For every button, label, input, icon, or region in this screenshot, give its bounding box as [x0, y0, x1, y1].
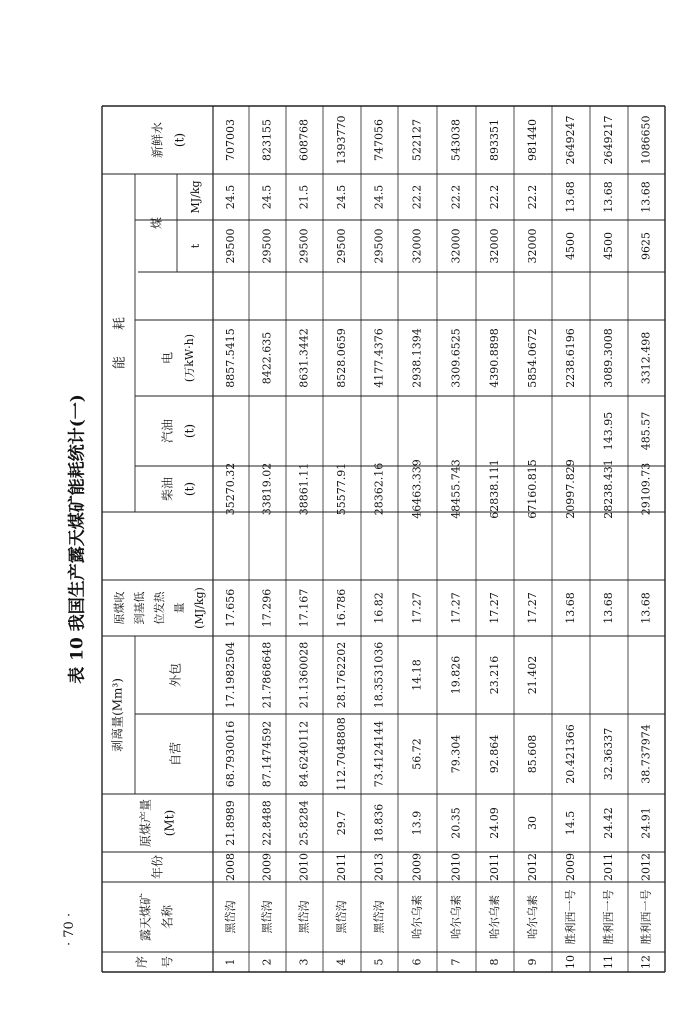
header-name: 名称 [160, 904, 175, 930]
table-cell: 46463.339 [410, 459, 424, 519]
table-cell: 87.1474592 [260, 720, 274, 788]
table-cell: 608768 [297, 119, 311, 161]
table-cell: 143.95 [602, 411, 615, 451]
table-cell: 黑岱沟 [372, 900, 386, 934]
table-cell: 16.82 [372, 592, 386, 624]
table-cell: 32000 [488, 228, 501, 264]
table-cell: 28238.431 [602, 459, 615, 519]
table-cell: 13.68 [602, 592, 615, 624]
table-cell: 胜利西一号 [602, 889, 615, 945]
table-cell: 32.36337 [602, 727, 615, 781]
table-cell: 85.608 [526, 734, 539, 774]
table-cell: 哈尔乌素 [526, 895, 539, 939]
table-cell: 2011 [335, 853, 348, 881]
table-cell: 2011 [602, 853, 615, 881]
table-cell: 35270.32 [224, 462, 237, 516]
table-cell: 11 [602, 955, 615, 969]
table-cell: 黑岱沟 [224, 900, 237, 934]
table-cell: 112.7048808 [335, 717, 348, 791]
table-cell: 胜利西一号 [564, 889, 577, 945]
table-cell: 33819.02 [260, 462, 274, 516]
table-cell: 21.402 [526, 655, 539, 695]
table-cell: 543038 [449, 119, 463, 161]
table-cell: 24.5 [372, 184, 386, 210]
table-cell: 67160.815 [526, 459, 539, 519]
table-cell: 485.57 [639, 411, 653, 451]
table-cell: 20997.829 [564, 459, 577, 519]
header-gasoline-unit: (t) [182, 423, 197, 439]
table-cell: 8857.5415 [224, 328, 237, 388]
page-number: · 70 · [62, 912, 77, 946]
table-cell: 17.167 [297, 588, 311, 628]
table-cell: 4500 [602, 232, 615, 260]
table-cell: 29.7 [335, 810, 348, 836]
table-cell: 24.42 [602, 807, 615, 839]
header-strip-self: 自营 [168, 741, 183, 767]
header-calorific: 原煤收 [113, 591, 126, 625]
table-cell: 13.68 [639, 181, 653, 213]
table-cell: 21.7868648 [260, 641, 274, 709]
header-no: 号 [160, 955, 175, 969]
table-cell: 79.304 [449, 734, 463, 774]
table-cell: 2008 [224, 853, 237, 881]
table-cell: 8528.0659 [335, 328, 348, 388]
table-cell: 4500 [564, 232, 577, 260]
table-cell: 2649247 [564, 115, 577, 165]
table-cell: 28.1762202 [335, 641, 348, 709]
header-year: 年份 [150, 854, 165, 880]
table-cell: 2013 [372, 853, 386, 881]
table-cell: 21.5 [297, 184, 311, 210]
table-cell: 3312.498 [639, 331, 653, 385]
header-water-unit: (t) [172, 132, 187, 148]
table-cell: 14.18 [410, 659, 424, 691]
table-cell: 2009 [410, 853, 424, 881]
table-cell: 2238.6196 [564, 328, 577, 388]
header-coal: 煤 [149, 216, 164, 230]
table-cell: 29500 [335, 228, 348, 264]
table-cell: 30 [526, 816, 539, 830]
table-cell: 62838.111 [488, 459, 501, 519]
table-cell: 21.8989 [224, 800, 237, 846]
table-cell: 25.8284 [297, 800, 311, 846]
table-cell: 24.91 [639, 807, 653, 839]
table-cell: 747056 [372, 119, 386, 161]
header-elec: 电 [160, 351, 175, 365]
header-diesel-unit: (t) [182, 481, 197, 497]
table-cell: 24.5 [335, 184, 348, 210]
table-cell: 6 [410, 958, 424, 966]
table-cell: 38861.11 [297, 462, 311, 516]
table-cell: 3089.3008 [602, 328, 615, 388]
header-strip-out: 外包 [168, 662, 183, 688]
table-cell: 14.5 [564, 810, 577, 836]
table-cell: 18.836 [372, 803, 386, 843]
table-cell: 3309.6525 [449, 328, 463, 388]
header-calorific-unit: (MJ/kg) [193, 587, 206, 629]
header-elec-unit: (万kW·h) [183, 333, 196, 383]
header-calorific: 位发热 [153, 591, 166, 625]
table-cell: 55577.91 [335, 462, 348, 516]
table-cell: 2938.1394 [410, 328, 424, 388]
table-cell: 48455.743 [449, 459, 463, 519]
header-name: 露天煤矿 [138, 892, 153, 942]
table-cell: 17.27 [449, 592, 463, 624]
table-cell: 68.7930016 [224, 720, 237, 788]
table-title: 表 10 我国生产露天煤矿能耗统计(一) [67, 394, 88, 684]
table-cell: 92.864 [488, 734, 501, 774]
table-cell: 32000 [449, 228, 463, 264]
table-cell: 73.4124144 [372, 720, 386, 788]
table-cell: 23.216 [488, 655, 501, 695]
header-gasoline: 汽油 [160, 418, 175, 444]
table-cell: 24.09 [488, 807, 501, 839]
table-cell: 12 [639, 955, 653, 969]
table-cell: 84.6240112 [297, 720, 311, 788]
table-cell: 1 [224, 958, 237, 966]
table-cell: 17.27 [410, 592, 424, 624]
table-cell: 2012 [639, 853, 653, 881]
table-cell: 2011 [488, 853, 501, 881]
table-cell: 8422.635 [260, 331, 274, 385]
table-cell: 823155 [260, 119, 274, 161]
table-cell: 22.2 [526, 184, 539, 210]
table-cell: 8 [488, 958, 501, 966]
header-coal-t: t [189, 243, 202, 249]
table-cell: 16.786 [335, 588, 348, 628]
table-cell: 1393770 [335, 115, 348, 165]
table-cell: 2649217 [602, 115, 615, 165]
table-cell: 13.68 [602, 181, 615, 213]
table-cell: 29109.73 [639, 462, 653, 516]
table-cell: 893351 [488, 119, 501, 161]
table-cell: 24.5 [260, 184, 274, 210]
header-energy: 能 耗 [112, 316, 128, 370]
header-coal-mj: MJ/kg [189, 180, 202, 214]
table-cell: 胜利西一号 [639, 889, 653, 945]
table-cell: 17.296 [260, 588, 274, 628]
table-cell: 13.9 [410, 810, 424, 836]
table-cell: 5 [372, 958, 386, 966]
table-cell: 13.68 [564, 592, 577, 624]
table-cell: 18.3531036 [372, 641, 386, 709]
table-cell: 522127 [410, 119, 424, 161]
table-cell: 17.27 [488, 592, 501, 624]
table-cell: 20.35 [449, 807, 463, 839]
table-cell: 哈尔乌素 [410, 895, 424, 939]
table-cell: 17.656 [224, 588, 237, 628]
header-water: 新鲜水 [150, 121, 165, 159]
table-cell: 4177.4376 [372, 328, 386, 388]
table-cell: 哈尔乌素 [488, 895, 501, 939]
table-cell: 38.737974 [639, 724, 653, 784]
table-cell: 9625 [639, 232, 653, 260]
table-cell: 29500 [224, 228, 237, 264]
header-output: 原煤产量 [138, 798, 153, 848]
table-cell: 19.826 [449, 655, 463, 695]
header-diesel: 柴油 [160, 476, 175, 502]
table-cell: 13.68 [639, 592, 653, 624]
table-cell: 2010 [297, 853, 311, 881]
table-cell: 17.27 [526, 592, 539, 624]
table-cell: 981440 [526, 119, 539, 161]
table-cell: 32000 [410, 228, 424, 264]
table-cell: 哈尔乌素 [449, 895, 463, 939]
header-output-unit: (Mt) [162, 809, 177, 837]
table-cell: 22.8488 [260, 800, 274, 846]
table-cell: 21.1360028 [297, 641, 311, 709]
table-cell: 29500 [260, 228, 274, 264]
table-cell: 黑岱沟 [260, 900, 274, 934]
table-cell: 2009 [564, 853, 577, 881]
header-calorific: 到基低 [133, 591, 146, 625]
table-cell: 13.68 [564, 181, 577, 213]
table-cell: 29500 [297, 228, 311, 264]
table-cell: 1086650 [639, 115, 653, 165]
table-cell: 28362.16 [372, 462, 386, 516]
table-cell: 22.2 [449, 184, 463, 210]
table-cell: 707003 [224, 119, 237, 161]
table-cell: 29500 [372, 228, 386, 264]
table-cell: 2009 [260, 853, 274, 881]
table-cell: 8631.3442 [297, 328, 311, 388]
table-cell: 黑岱沟 [335, 900, 348, 934]
table-cell: 22.2 [410, 184, 424, 210]
table-cell: 5854.0672 [526, 328, 539, 388]
header-calorific: 量 [173, 602, 186, 614]
table-cell: 17.1982504 [224, 641, 237, 709]
table-cell: 20.421366 [564, 724, 577, 784]
table-cell: 2 [260, 958, 274, 966]
table-cell: 9 [526, 958, 539, 966]
table-cell: 22.2 [488, 184, 501, 210]
table-cell: 24.5 [224, 184, 237, 210]
table-cell: 2010 [449, 853, 463, 881]
table-cell: 黑岱沟 [297, 900, 311, 934]
header-strip: 剥离量(Mm³) [110, 678, 125, 752]
table-cell: 4390.8898 [488, 328, 501, 388]
table-cell: 2012 [526, 853, 539, 881]
table-cell: 4 [335, 958, 348, 966]
table-cell: 10 [564, 955, 577, 969]
table-cell: 56.72 [410, 738, 424, 770]
table-cell: 32000 [526, 228, 539, 264]
table-cell: 3 [297, 958, 311, 966]
table-cell: 7 [449, 958, 463, 966]
header-no: 序 [134, 955, 149, 969]
